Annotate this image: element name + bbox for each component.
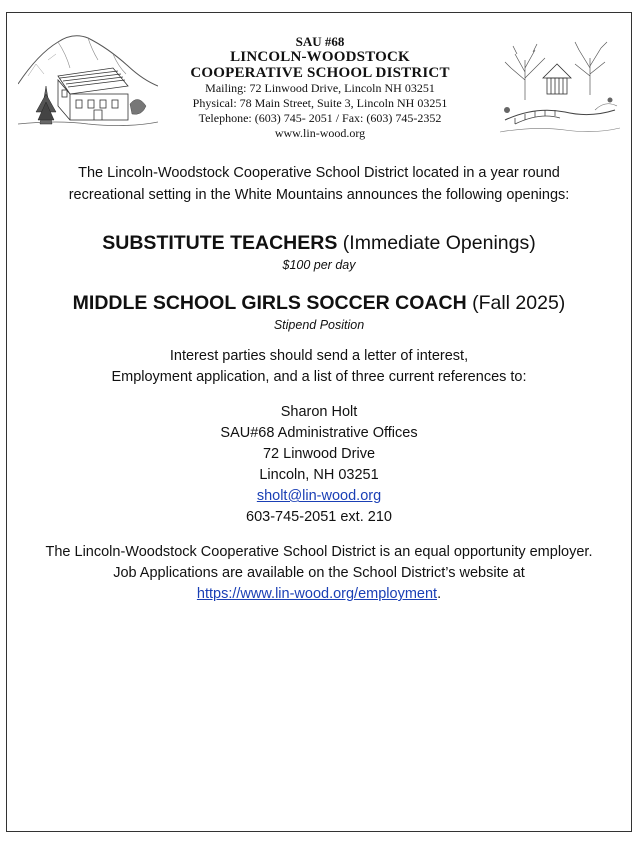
contact-phone: 603-745-2051 ext. 210 [246,509,392,525]
position-qualifier: (Immediate Openings) [342,232,536,254]
contact-email-link[interactable]: sholt@lin-wood.org [256,488,382,504]
position-title [6,290,632,316]
contact-city: Lincoln, NH 03251 [259,467,379,483]
position-detail: $100 per day [282,258,356,272]
intro-line: The Lincoln-Woodstock Cooperative School District located in a year round [78,165,560,181]
mountain-schoolhouse-illustration [18,24,158,134]
contact-name: Sharon Holt [280,404,358,420]
intro-paragraph [6,162,632,206]
instructions-line: Interest parties should send a letter of interest, [169,348,469,364]
physical-address: Physical: 78 Main Street, Suite 3, Lincoln NH 03251 [192,96,448,110]
contact-office: SAU#68 Administrative Offices [220,425,418,441]
intro-line: recreational setting in the White Mountains announces the following openings: [68,187,570,203]
position-substitute-teachers [6,230,632,274]
instructions-line: Employment application, and a list of three current references to: [111,369,527,385]
eeo-statement: The Lincoln-Woodstock Cooperative School District is an equal opportunity employer. [45,544,593,560]
district-name-line2: COOPERATIVE SCHOOL DISTRICT [190,65,450,81]
contact-block [6,402,632,528]
district-name-line1: LINCOLN-WOODSTOCK [230,49,410,65]
position-name: MIDDLE SCHOOL GIRLS SOCCER COACH [72,292,467,314]
letterhead [150,34,490,141]
footer-notice [6,542,632,605]
sau-number: SAU #68 [295,34,345,49]
contact-street: 72 Linwood Drive [262,446,376,462]
application-instructions [6,346,632,388]
applications-note: Job Applications are available on the School District’s website at [113,565,525,581]
position-name: SUBSTITUTE TEACHERS [102,232,338,254]
mailing-address: Mailing: 72 Linwood Drive, Lincoln NH 03251 [205,81,435,95]
position-soccer-coach [6,290,632,334]
position-title [6,230,632,256]
url-suffix: . [437,586,442,602]
park-bridge-gazebo-illustration [495,40,620,135]
position-detail: Stipend Position [273,318,365,332]
employment-url-link[interactable]: https://www.lin-wood.org/employment [196,586,438,602]
telephone-fax: Telephone: (603) 745- 2051 / Fax: (603) 745-2352 [198,111,442,125]
website: www.lin-wood.org [274,126,366,140]
position-qualifier: (Fall 2025) [472,292,566,314]
